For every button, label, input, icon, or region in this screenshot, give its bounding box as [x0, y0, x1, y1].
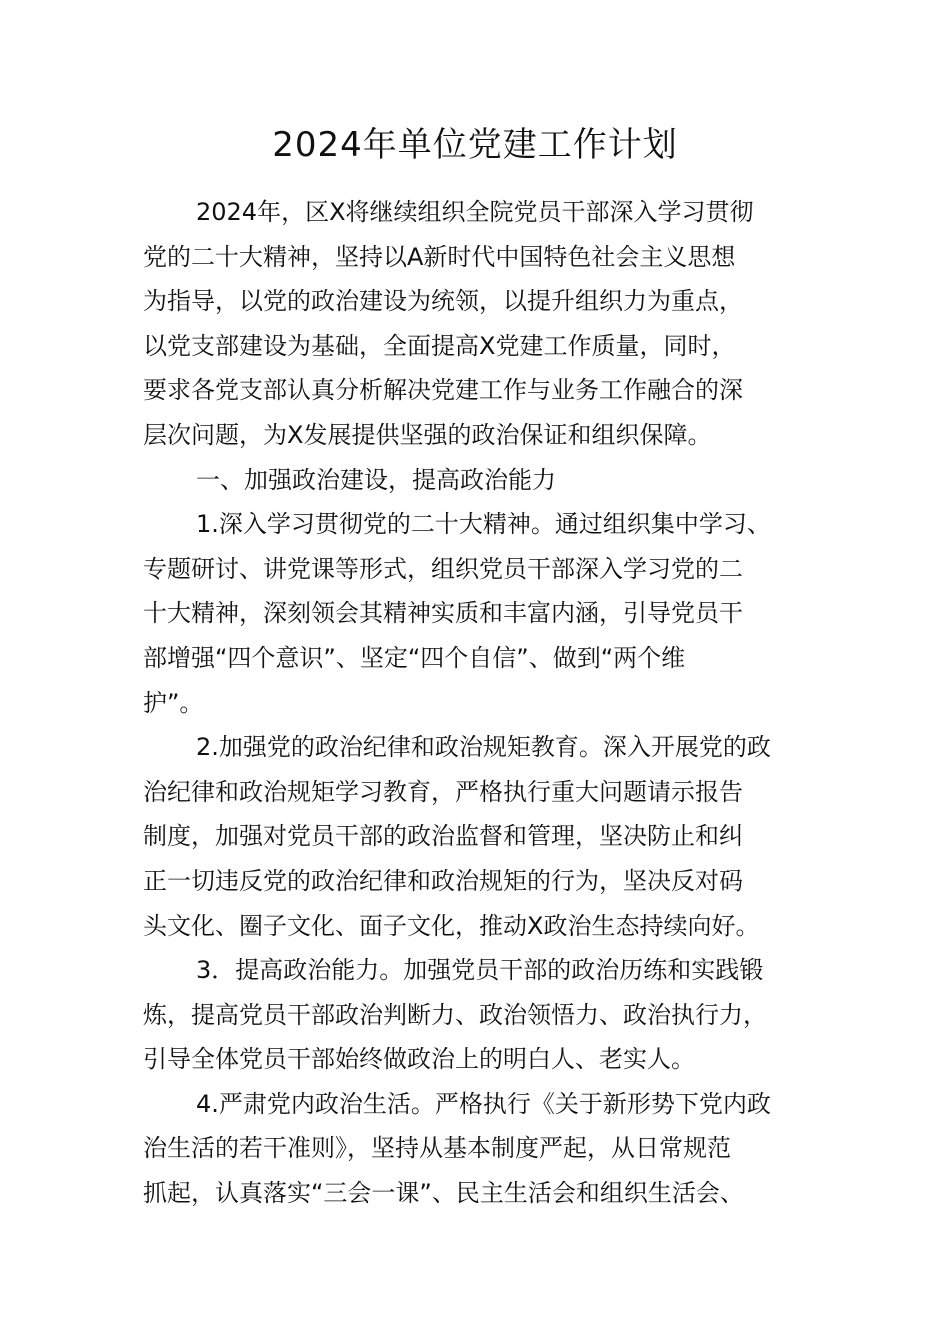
- paragraph-line: 护”。: [143, 688, 204, 717]
- paragraph-line: 为指导，以党的政治建设为统领，以提升组织力为重点，: [143, 287, 743, 316]
- paragraph-line: 炼，提高党员干部政治判断力、政治领悟力、政治执行力，: [143, 1000, 767, 1029]
- paragraph-line: 治纪律和政治规矩学习教育，严格执行重大问题请示报告: [143, 777, 743, 806]
- paragraph-line: 4.严肃党内政治生活。严格执行《关于新形势下党内政: [196, 1089, 771, 1118]
- paragraph-line: 专题研讨、讲党课等形式，组织党员干部深入学习党的二: [143, 554, 743, 583]
- paragraph-line: 正一切违反党的政治纪律和政治规矩的行为，坚决反对码: [143, 866, 743, 895]
- document-title: 2024年单位党建工作计划: [272, 125, 678, 165]
- paragraph-line: 以党支部建设为基础，全面提高X党建工作质量，同时，: [143, 331, 736, 360]
- paragraph-line: 要求各党支部认真分析解决党建工作与业务工作融合的深: [143, 376, 743, 405]
- paragraph-line: 2.加强党的政治纪律和政治规矩教育。深入开展党的政: [196, 733, 771, 762]
- paragraph-line: 十大精神，深刻领会其精神实质和丰富内涵，引导党员干: [143, 599, 743, 628]
- paragraph-line: 1.深入学习贯彻党的二十大精神。通过组织集中学习、: [196, 510, 771, 539]
- paragraph-line: 引导全体党员干部始终做政治上的明白人、老实人。: [143, 1045, 695, 1074]
- section-heading: 一、加强政治建设，提高政治能力: [196, 465, 556, 494]
- paragraph-line: 层次问题，为X发展提供坚强的政治保证和组织保障。: [143, 420, 712, 449]
- document-body: [143, 190, 813, 1216]
- paragraph-line: 3．提高政治能力。加强党员干部的政治历练和实践锻: [196, 956, 764, 985]
- paragraph-line: 2024年，区X将继续组织全院党员干部深入学习贯彻: [196, 198, 754, 226]
- paragraph-line: 党的二十大精神，坚持以A新时代中国特色社会主义思想: [143, 242, 736, 271]
- paragraph-line: 部增强“四个意识”、坚定“四个自信”、做到“两个维: [143, 643, 686, 672]
- paragraph-line: 头文化、圈子文化、面子文化，推动X政治生态持续向好。: [143, 911, 760, 940]
- paragraph-line: 制度，加强对党员干部的政治监督和管理，坚决防止和纠: [143, 822, 743, 851]
- paragraph-line: 治生活的若干准则》，坚持从基本制度严起，从日常规范: [143, 1134, 731, 1163]
- paragraph-line: 抓起，认真落实“三会一课”、民主生活会和组织生活会、: [143, 1179, 744, 1208]
